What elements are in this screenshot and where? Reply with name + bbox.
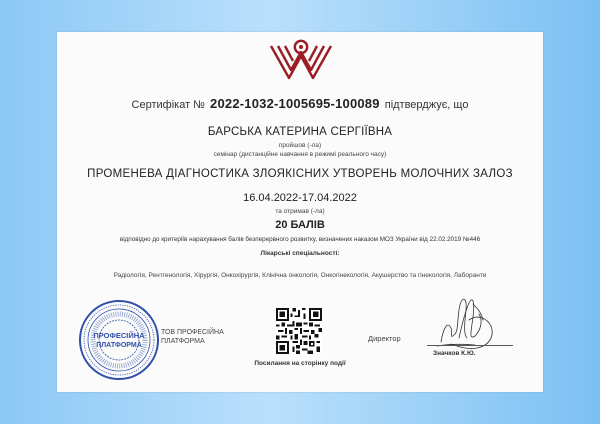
points-awarded: 20 БАЛІВ — [275, 219, 325, 231]
stamp-line1: ПРОФЕСІЙНА — [93, 331, 145, 340]
org-line2: ПЛАТФОРМА — [161, 338, 205, 345]
certificate-number-line — [57, 96, 543, 111]
qr-code-icon[interactable] — [276, 308, 322, 354]
certificate-suffix: підтверджує, що — [384, 99, 469, 111]
org-line1: ТОВ ПРОФЕСІЙНА — [161, 329, 224, 336]
signature-icon — [429, 290, 509, 352]
specialties-list: Радіологія, Рентгенологія, Хірургія, Онкохірургія, Клінічна онкологія, Онкогінекологія, Акушерство та гінекологія, Лаборанти — [113, 272, 487, 279]
signature-line — [427, 345, 513, 346]
logo-icon — [269, 38, 333, 82]
qr-caption: Посилання на сторінку події — [254, 360, 346, 367]
participant-name: БАРСЬКА КАТЕРИНА СЕРГІЇВНА — [207, 126, 393, 138]
criteria-text: відповідно до критеріїв нарахування балів безперервного розвитку, визначених наказом МОЗ України від 22.02.2019 №446 — [119, 236, 481, 243]
specialties-title: Лікарські спеціальності: — [260, 250, 340, 257]
director-label: Директор — [368, 334, 401, 343]
received-label: та отримав (-ла) — [275, 208, 325, 215]
certificate-sheet — [57, 32, 543, 392]
course-dates: 16.04.2022-17.04.2022 — [243, 192, 357, 204]
course-title: ПРОМЕНЕВА ДІАГНОСТИКА ЗЛОЯКІСНИХ УТВОРЕНЬ МОЛОЧНИХ ЗАЛОЗ — [87, 168, 513, 180]
stamp-line2: ПЛАТФОРМА — [96, 342, 142, 349]
stamp-icon — [77, 298, 161, 382]
organization-name — [161, 328, 224, 346]
event-type: семінар (дистанційне навчання в режимі реального часу) — [213, 151, 387, 158]
passed-label: пройшов (-ла) — [278, 142, 322, 149]
signer-name: Значков К.Ю. — [433, 350, 476, 357]
certificate-number: 2022-1032-1005695-100089 — [210, 96, 380, 111]
certificate-prefix: Сертифікат № — [131, 99, 205, 111]
